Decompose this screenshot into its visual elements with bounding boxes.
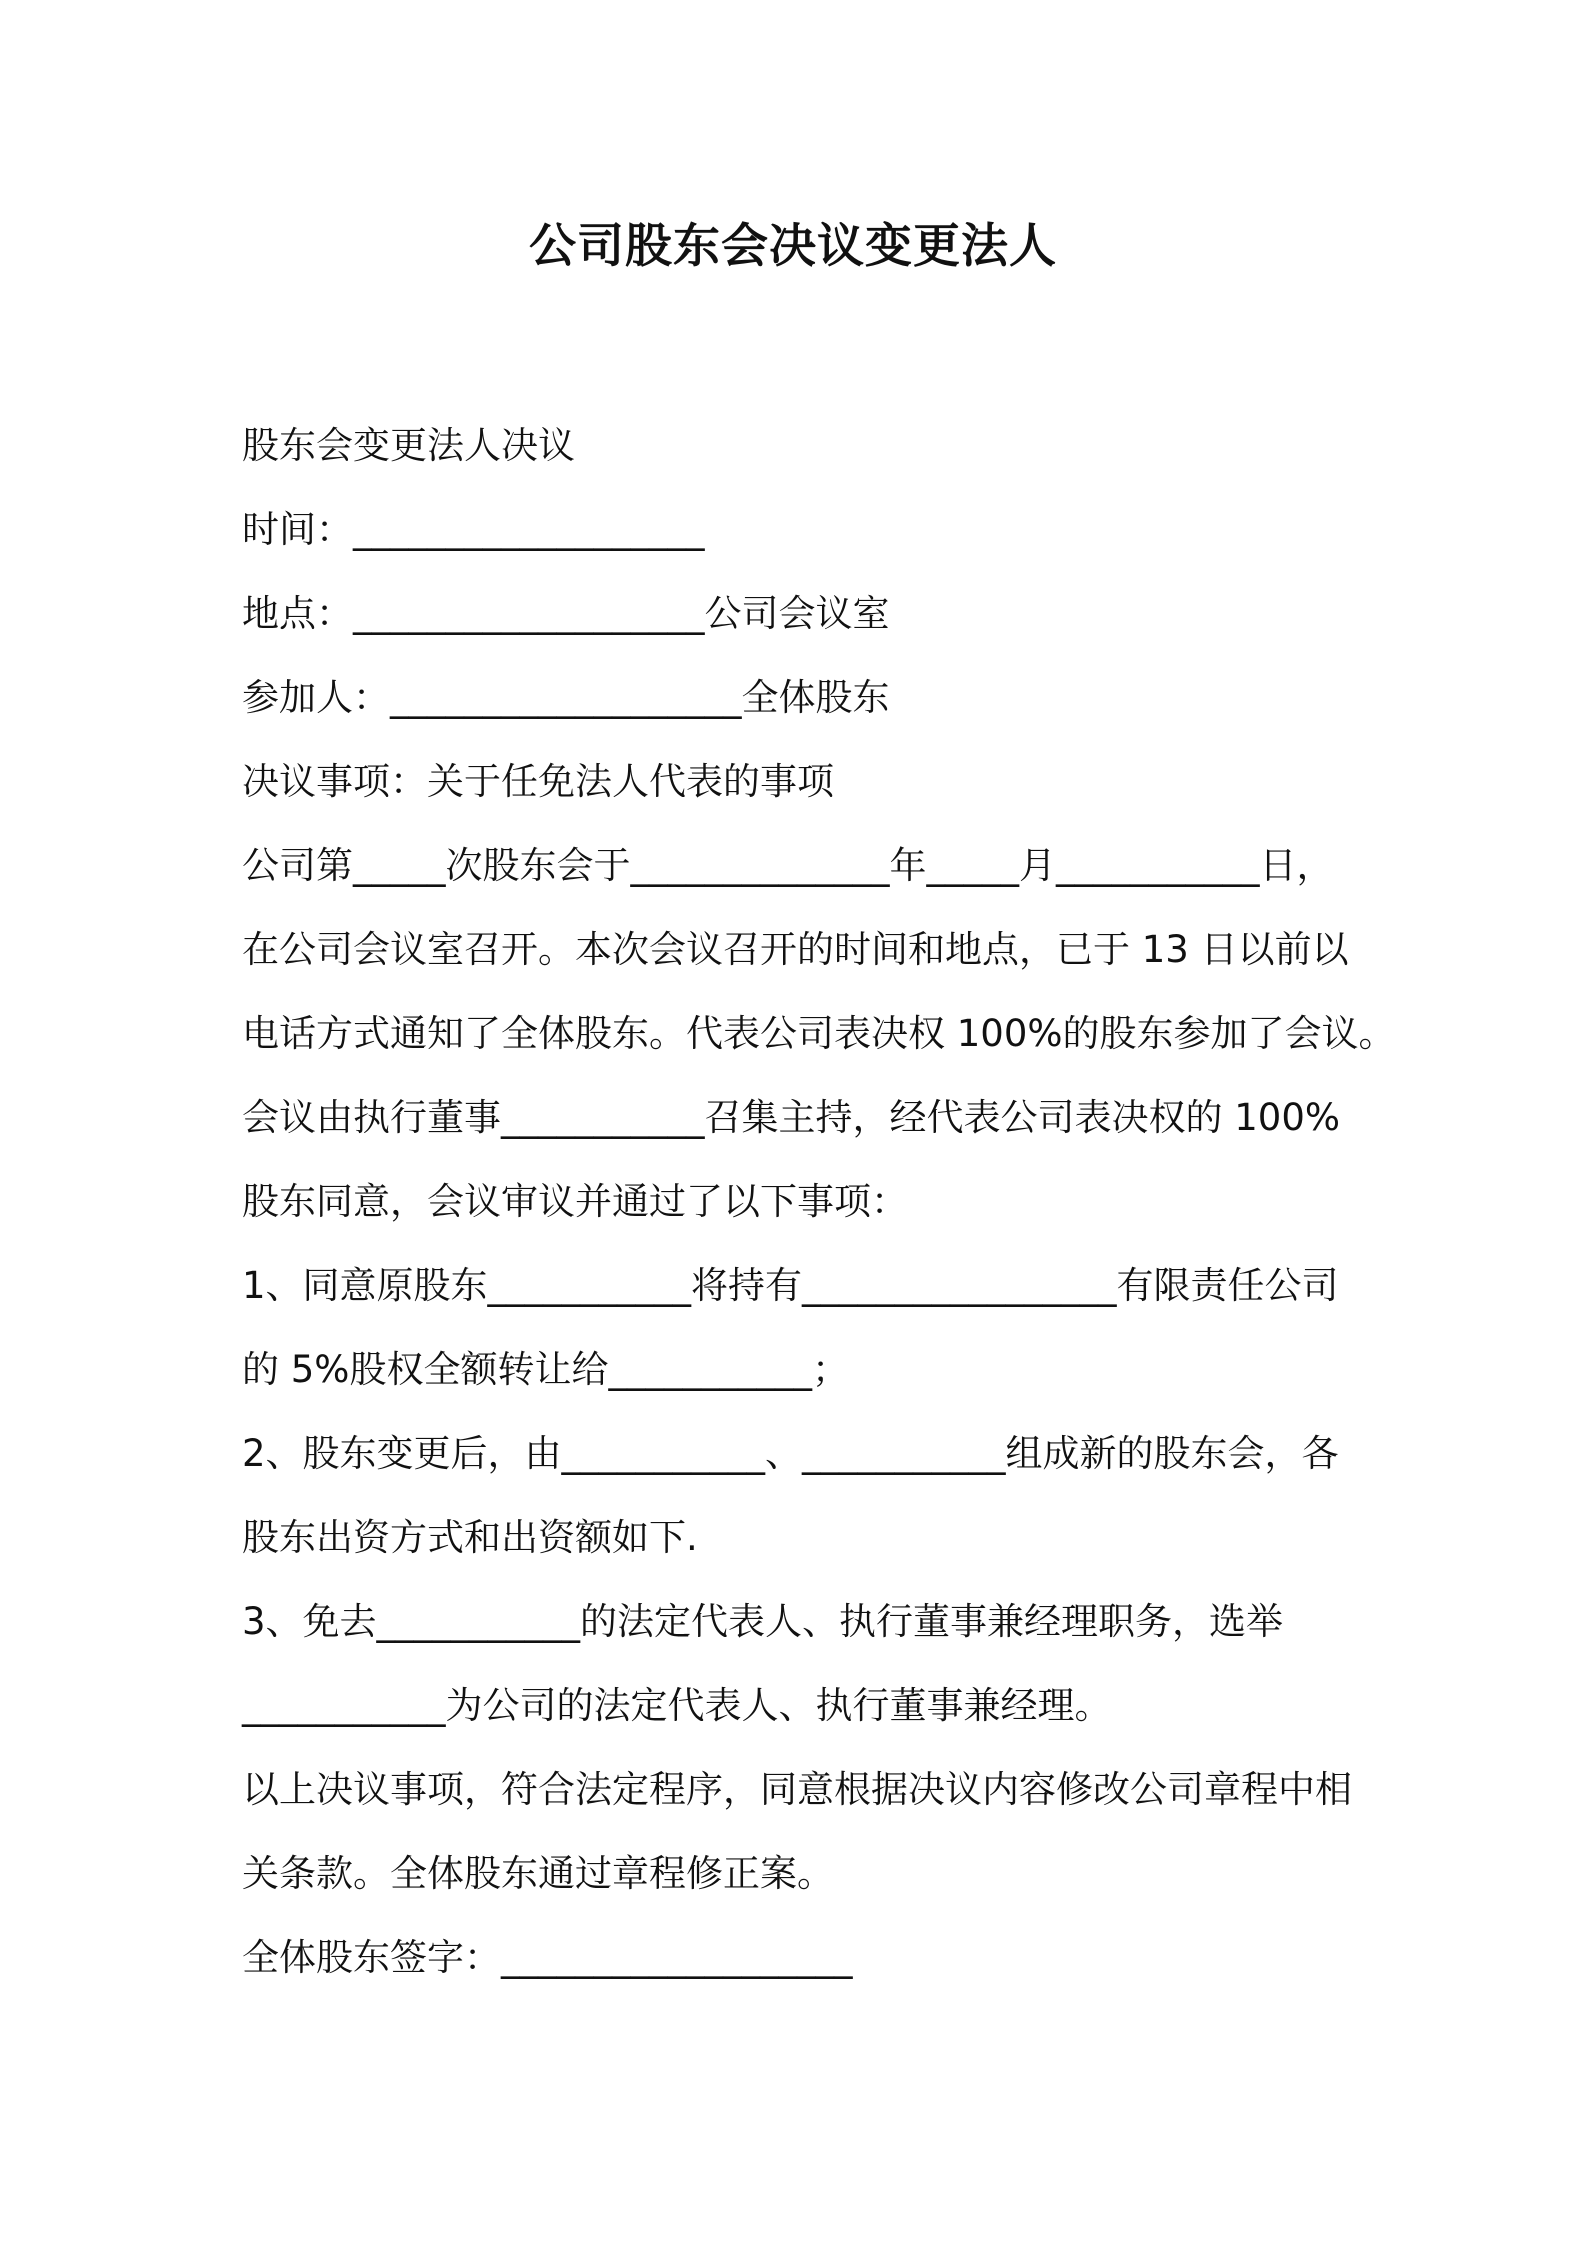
document-body bbox=[242, 404, 1396, 2000]
resolution-heading: 股东会变更法人决议 bbox=[242, 424, 575, 467]
document-title: 公司股东会决议变更法人 bbox=[529, 219, 1057, 274]
paragraph-line: 电话方式通知了全体股东。代表公司表决权 100%的股东参加了会议。 bbox=[242, 1012, 1396, 1055]
item-3-line: ___________为公司的法定代表人、执行董事兼经理。 bbox=[242, 1684, 1112, 1727]
item-2-line: 2、股东变更后，由___________、___________组成新的股东会，各 bbox=[242, 1432, 1339, 1475]
location-line: 地点：___________________公司会议室 bbox=[242, 592, 890, 635]
paragraph-line: 在公司会议室召开。本次会议召开的时间和地点，已于 13 日以前以 bbox=[242, 928, 1349, 971]
time-line: 时间：___________________ bbox=[242, 508, 705, 551]
paragraph-line: 股东同意，会议审议并通过了以下事项： bbox=[242, 1180, 908, 1223]
item-1-line: 的 5%股权全额转让给___________； bbox=[242, 1348, 849, 1391]
paragraph-line: 公司第_____次股东会于______________年_____月___________日， bbox=[242, 844, 1334, 887]
attendees-line: 参加人：___________________全体股东 bbox=[242, 676, 890, 719]
item-2-line: 股东出资方式和出资额如下. bbox=[242, 1516, 698, 1559]
signature-line: 全体股东签字：___________________ bbox=[242, 1936, 853, 1979]
item-3-line: 3、免去___________的法定代表人、执行董事兼经理职务，选举 bbox=[242, 1600, 1284, 1643]
resolution-matter-line: 决议事项：关于任免法人代表的事项 bbox=[242, 760, 834, 803]
paragraph-line: 会议由执行董事___________召集主持，经代表公司表决权的 100% bbox=[242, 1096, 1341, 1139]
item-1-line: 1、同意原股东___________将持有_________________有限责任公司 bbox=[242, 1264, 1339, 1307]
conclusion-line: 以上决议事项，符合法定程序，同意根据决议内容修改公司章程中相 bbox=[242, 1768, 1352, 1811]
conclusion-line: 关条款。全体股东通过章程修正案。 bbox=[242, 1852, 834, 1895]
